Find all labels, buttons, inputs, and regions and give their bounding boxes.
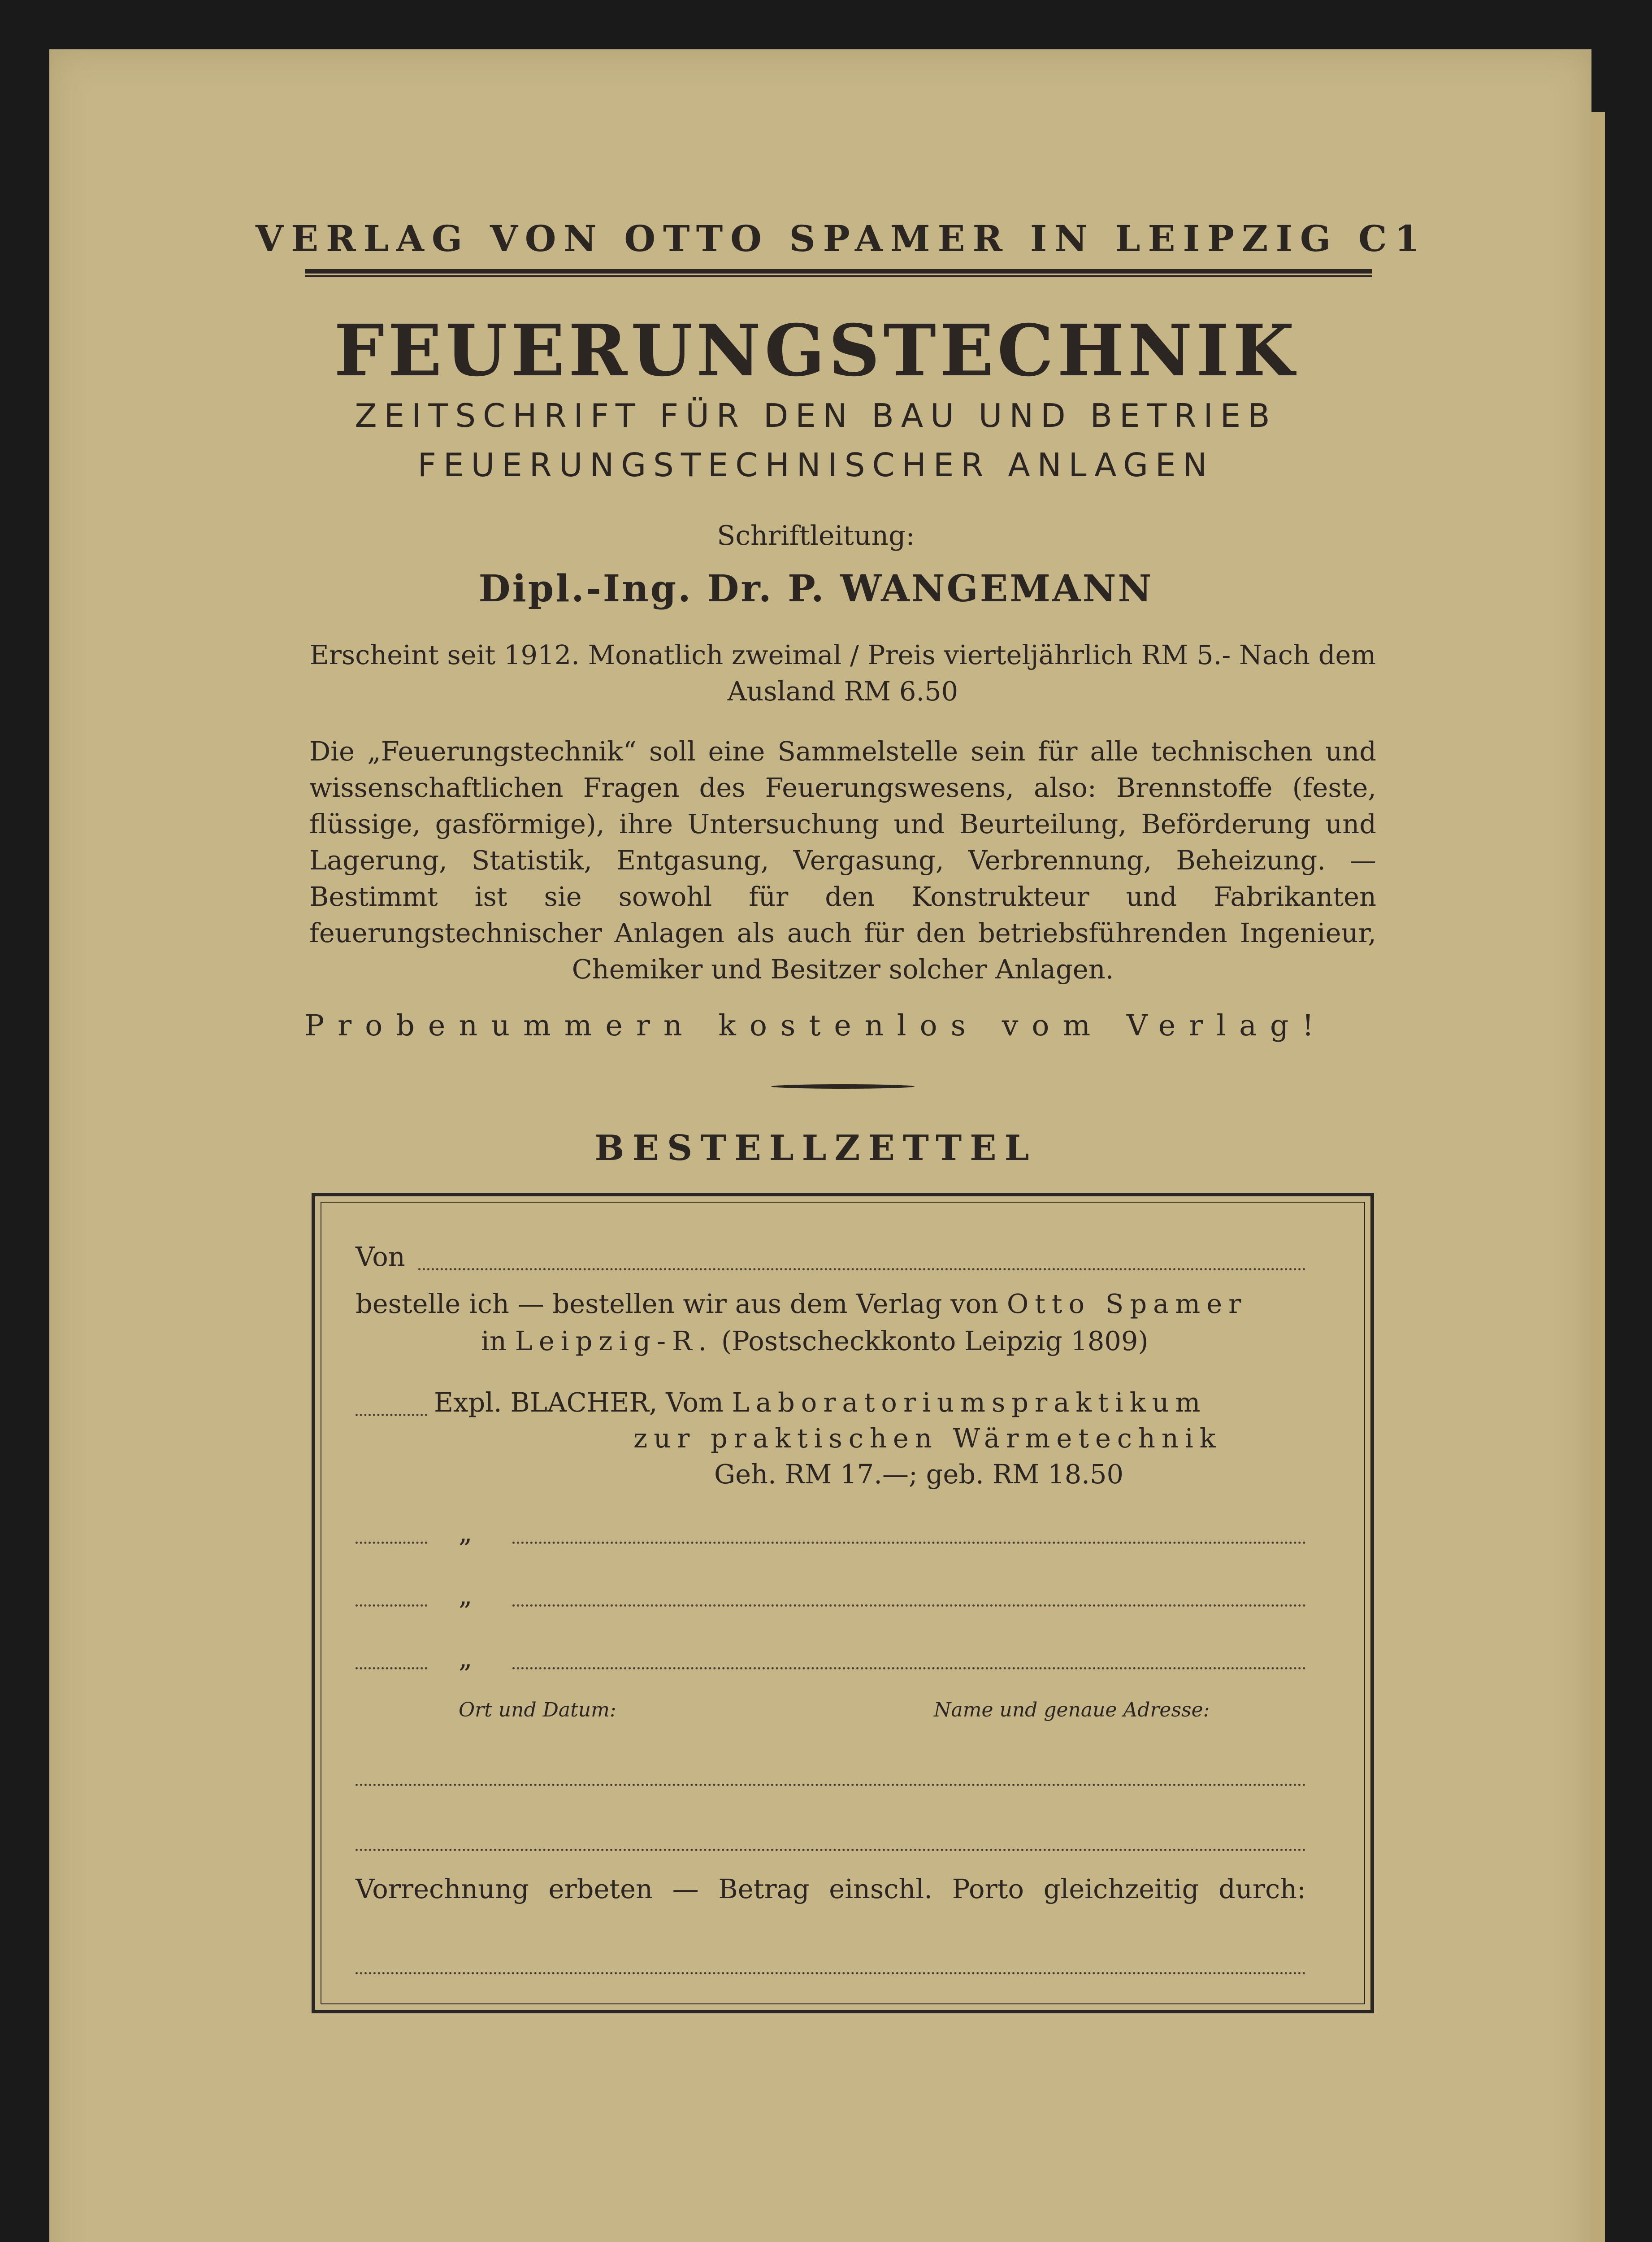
order-form-heading: BESTELLZETTEL bbox=[594, 1128, 1037, 1169]
ditto-row-3-title[interactable] bbox=[512, 1667, 1306, 1669]
ditto-row-2-quantity[interactable] bbox=[356, 1604, 427, 1607]
page-edge bbox=[1591, 112, 1605, 2242]
invoice-note: Vorrechnung erbeten — Betrag einschl. Porto gleichzeitig durch: bbox=[356, 1873, 1306, 1904]
editor-name: Dipl.-Ing. Dr. P. WANGEMANN bbox=[478, 567, 1153, 610]
ditto-mark-3: „ bbox=[459, 1642, 473, 1673]
order-line-1-text: bestelle ich — bestellen wir aus dem Verlag von bbox=[356, 1288, 999, 1319]
postal-account: (Postscheckkonto Leipzig 1809) bbox=[721, 1325, 1149, 1356]
item-author: BLACHER, Vom bbox=[510, 1387, 724, 1418]
section-divider bbox=[771, 1084, 915, 1089]
ditto-mark-1: „ bbox=[459, 1517, 473, 1548]
item-prefix: Expl. bbox=[434, 1387, 502, 1418]
publisher-name-spaced: Otto Spamer bbox=[1006, 1288, 1248, 1319]
order-line-2 bbox=[481, 1325, 1148, 1356]
item-title-part-1: Laboratoriumspraktikum bbox=[732, 1387, 1207, 1418]
sample-note: Probenummern kostenlos vom Verlag! bbox=[304, 1009, 1327, 1043]
description-paragraph: Die „Feuerungstechnik“ soll eine Sammelstelle sein für alle technischen und wissenschaftlichen Fragen des Feuerungswesens, also: Brennstoffe (feste, flüssige, gasförmige), ihre Untersuchung und Beurteilung, Beförderung und Lagerung, Statistik, Entgasung, Vergasung, Verbrennung, Beheizung. — Bestimmt ist sie sowohl für den Konstrukteur und Fabrikanten feuerungstechnischer Anlagen als auch für den betriebsführenden Ingenieur, Chemiker und Besitzer solcher Anlagen. bbox=[309, 736, 1376, 985]
item-price: Geh. RM 17.—; geb. RM 18.50 bbox=[714, 1459, 1124, 1490]
publisher-line: VERLAG VON OTTO SPAMER IN LEIPZIG C1 bbox=[256, 217, 1427, 260]
from-label: Von bbox=[356, 1241, 405, 1272]
place-date-label: Ort und Datum: bbox=[459, 1699, 616, 1721]
order-line-1 bbox=[356, 1288, 1247, 1319]
subtitle-line-2: FEUERUNGSTECHNISCHER ANLAGEN bbox=[417, 446, 1214, 484]
order-line-2-in: in bbox=[481, 1325, 507, 1356]
editorial-label: Schriftleitung: bbox=[717, 520, 915, 552]
ditto-row-1-quantity[interactable] bbox=[356, 1542, 427, 1544]
from-field[interactable] bbox=[418, 1268, 1306, 1270]
city-spaced: Leipzig-R. bbox=[515, 1325, 713, 1356]
subtitle-line-1: ZEITSCHRIFT FÜR DEN BAU UND BETRIEB bbox=[355, 397, 1277, 434]
order-form bbox=[312, 1193, 1374, 2013]
ditto-mark-2: „ bbox=[459, 1580, 473, 1611]
quantity-field[interactable] bbox=[356, 1414, 427, 1416]
signature-field-2[interactable] bbox=[356, 1849, 1306, 1851]
ditto-row-1-title[interactable] bbox=[512, 1542, 1306, 1544]
ditto-row-2-title[interactable] bbox=[512, 1604, 1306, 1607]
header-rule bbox=[305, 269, 1372, 277]
ditto-row-3-quantity[interactable] bbox=[356, 1667, 427, 1669]
signature-field-1[interactable] bbox=[356, 1784, 1306, 1786]
payment-field[interactable] bbox=[356, 1972, 1306, 1974]
journal-title: FEUERUNGSTECHNIK bbox=[334, 309, 1298, 392]
publication-info: Erscheint seit 1912. Monatlich zweimal / Preis vierteljährlich RM 5.- Nach dem Ausland RM 6.50 bbox=[309, 639, 1376, 707]
name-address-label: Name und genaue Adresse: bbox=[934, 1699, 1210, 1721]
item-line-2: zur praktischen Wärmetechnik bbox=[633, 1423, 1222, 1454]
item-line-1 bbox=[434, 1387, 1206, 1418]
